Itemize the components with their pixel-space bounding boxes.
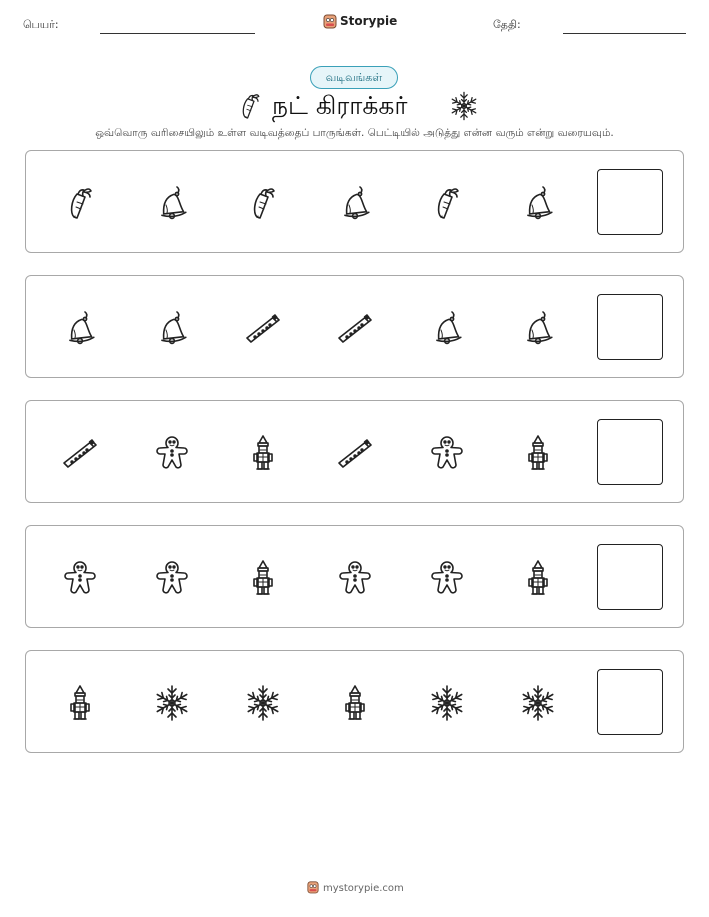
gingerbread-icon bbox=[335, 558, 375, 598]
title-row bbox=[0, 88, 709, 128]
date-line[interactable] bbox=[563, 33, 686, 34]
flute-icon bbox=[335, 308, 375, 348]
nutcracker-icon bbox=[518, 558, 558, 598]
storypie-logo-icon bbox=[307, 880, 319, 897]
answer-box[interactable] bbox=[597, 544, 663, 610]
date-label: தேதி: bbox=[493, 18, 521, 31]
nutcracker-icon bbox=[335, 683, 375, 723]
name-label: பெயர்: bbox=[23, 18, 59, 31]
bell-icon bbox=[335, 183, 375, 223]
bell-icon bbox=[152, 308, 192, 348]
name-line[interactable] bbox=[100, 33, 255, 34]
gingerbread-icon bbox=[427, 433, 467, 473]
pattern-row-3 bbox=[25, 400, 684, 503]
nutcracker-icon bbox=[60, 683, 100, 723]
ballet-shoe-icon bbox=[60, 183, 100, 223]
nutcracker-icon bbox=[243, 433, 283, 473]
bell-icon bbox=[427, 308, 467, 348]
instructions: ஒவ்வொரு வரிசையிலும் உள்ள வடிவத்தைப் பாருங்கள். பெட்டியில் அடுத்து என்ன வரும் என்று வரையவும். bbox=[95, 127, 614, 139]
pattern-row-5 bbox=[25, 650, 684, 753]
storypie-logo-icon bbox=[323, 13, 337, 29]
snowflake-icon bbox=[518, 683, 558, 723]
footer-url: mystorypie.com bbox=[323, 883, 404, 894]
flute-icon bbox=[335, 433, 375, 473]
snowflake-icon bbox=[152, 683, 192, 723]
answer-box[interactable] bbox=[597, 169, 663, 235]
category-pill: வடிவங்கள் bbox=[310, 66, 398, 89]
answer-box[interactable] bbox=[597, 419, 663, 485]
gingerbread-icon bbox=[427, 558, 467, 598]
gingerbread-icon bbox=[60, 558, 100, 598]
flute-icon bbox=[60, 433, 100, 473]
snowflake-icon bbox=[243, 683, 283, 723]
pattern-row-4 bbox=[25, 525, 684, 628]
footer bbox=[307, 880, 404, 897]
brand-logo bbox=[323, 13, 397, 29]
bell-icon bbox=[152, 183, 192, 223]
brand-name: Storypie bbox=[340, 14, 398, 28]
nutcracker-icon bbox=[518, 433, 558, 473]
ballet-shoe-icon bbox=[243, 183, 283, 223]
nutcracker-icon bbox=[243, 558, 283, 598]
bell-icon bbox=[60, 308, 100, 348]
answer-box[interactable] bbox=[597, 669, 663, 735]
gingerbread-icon bbox=[152, 558, 192, 598]
snowflake-icon bbox=[427, 683, 467, 723]
bell-icon bbox=[518, 308, 558, 348]
answer-box[interactable] bbox=[597, 294, 663, 360]
snowflake-icon bbox=[448, 90, 480, 126]
pattern-row-1 bbox=[25, 150, 684, 253]
flute-icon bbox=[243, 308, 283, 348]
ballet-shoe-icon bbox=[427, 183, 467, 223]
ballet-shoe-icon bbox=[234, 90, 266, 126]
page-title: நட் கிராக்கர் bbox=[272, 91, 408, 120]
pattern-row-2 bbox=[25, 275, 684, 378]
gingerbread-icon bbox=[152, 433, 192, 473]
bell-icon bbox=[518, 183, 558, 223]
